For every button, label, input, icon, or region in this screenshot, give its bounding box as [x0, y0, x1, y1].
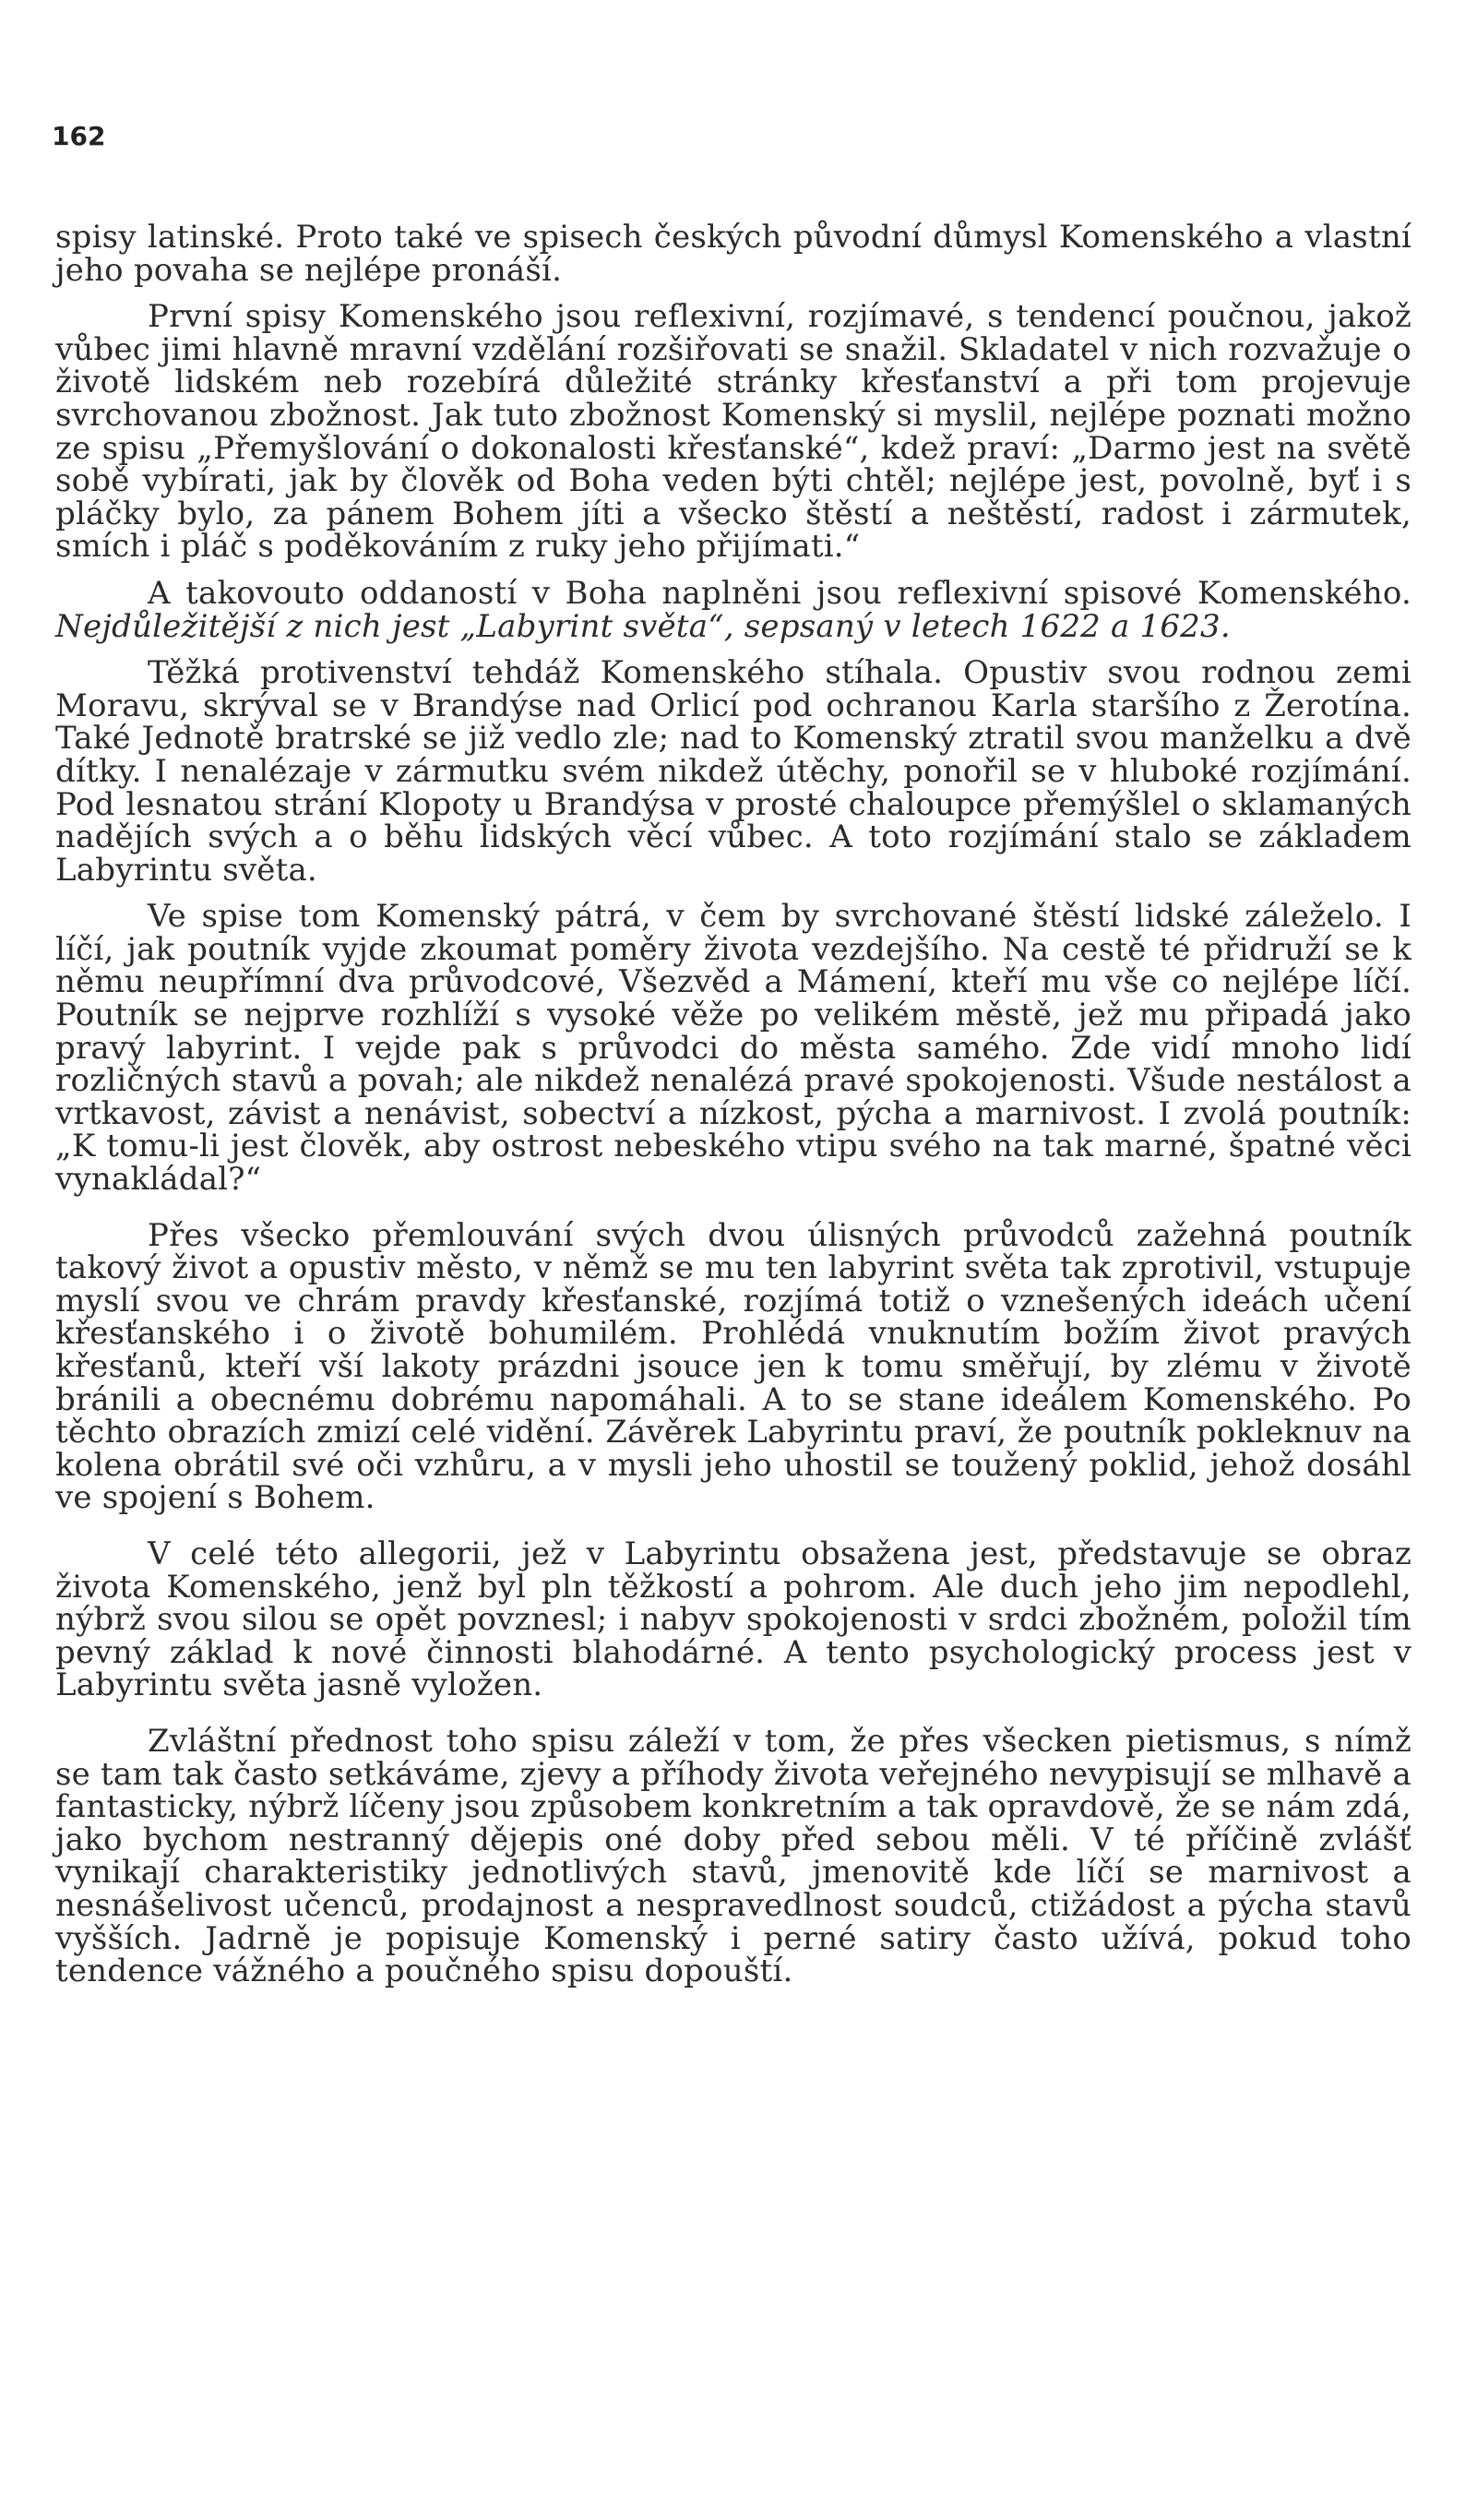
paragraph-allegory: V celé této allegorii, jež v Labyrintu obsažena jest, představuje se obraz života Komenského, jenž byl pln těžkostí a pohrom. Ale duch jeho jim nepodlehl, nýbrž svou silou se opět povznesl; i nabyv spokojenosti v srdci zbožném, položil tím pevný základ k nové činnosti blahodárné. A tento psychologický process jest v Labyrintu světa jasně vyložen.: [55, 1535, 1411, 1704]
paragraph-labyrinth-intro-italic: Nejdůležitější z nich jest „Labyrint světa“, sepsaný v letech 1622 a 1623.: [55, 607, 1231, 645]
paragraph-hardships: Těžká protivenství tehdáž Komenského stíhala. Opustiv svou rodnou zemi Moravu, skrýval se v Brandýse nad Orlicí pod ochranou Karla staršího z Žerotína. Také Jednotě bratrské se již vedlo zle; nad to Komenský ztratil svou manželku a dvě dítky. I nenalézaje v zármutku svém nikdež útěchy, ponořil se v hluboké rozjímání. Pod lesnatou strání Klopoty u Brandýsa v prosté chaloupce přemýšlel o sklamaných nadějích svých a o běhu lidských věcí vůbec. A toto rozjímání stalo se základem Labyrintu světa.: [55, 654, 1411, 889]
paragraph-labyrinth-intro-lead: A takovouto oddaností v Boha naplněni jsou reflexivní spisové Komenského.: [148, 574, 1411, 612]
paragraph-labyrinth-intro: [55, 574, 1411, 645]
paragraph-leaving-city: Přes všecko přemlouvání svých dvou úlisných průvodců zažehná poutník takový život a opustiv město, v němž se mu ten labyrint světa tak zprotivil, vstupuje myslí svou ve chrám pravdy křesťanské, rozjímá totiž o vznešených ideách učení křesťanského i o životě bohumilém. Prohlédá vnuknutím božím život pravých křesťanů, kteří vší lakoty prázdni jsouce jen k tomu směřují, by zlému v životě bránili a obecnému dobrému napomáhali. A to se stane ideálem Komenského. Po těchto obrazích zmizí celé vidění. Závěrek Labyrintu praví, že poutník pokleknuv na kolena obrátil své oči vzhůru, a v mysli jeho uhostil se toužený poklid, jehož dosáhl ve spojení s Bohem.: [55, 1216, 1411, 1517]
paragraph-continued: spisy latinské. Proto také ve spisech českých původní důmysl Komenského a vlastní jeho povaha se nejlépe pronáší.: [55, 219, 1411, 289]
body-text: [55, 221, 1411, 1989]
page-number: 162: [52, 121, 106, 151]
paragraph-special-merit: Zvláštní přednost toho spisu záleží v tom, že přes všecken pietismus, s nímž se tam tak často setkáváme, zjevy a příhody života veřejného nevypisují se mlhavě a fantasticky, nýbrž líčeny jsou způsobem konkretním a tak opravdově, že se nám zdá, jako bychom nestranný dějepis oné doby před sebou měli. V té příčině zvlášť vynikají charakteristiky jednotlivých stavů, jmenovitě kde líčí se marnivost a nesnášelivost učenců, prodajnost a nespravedlnost soudců, ctižádost a pýcha stavů vyšších. Jadrně je popisuje Komenský i perné satiry často užívá, pokud toho tendence vážného a poučného spisu dopouští.: [55, 1722, 1411, 1990]
paragraph-pilgrim: Ve spise tom Komenský pátrá, v čem by svrchované štěstí lidské záleželo. I líčí, jak poutník vyjde zkoumat poměry života vezdejšího. Na cestě té přidruží se k němu neupřímní dva průvodcové, Všezvěd a Mámení, kteří mu vše co nejlépe líčí. Poutník se nejprve rozhlíží s vysoké věže po velikém městě, jež mu připadá jako pravý labyrint. I vejde pak s průvodci do města samého. Zde vidí mnoho lidí rozličných stavů a povah; ale nikdež nenalézá pravé spokojenosti. Všude nestálost a vrtkavost, závist a nenávist, sobectví a nízkost, pýcha a marnivost. I zvolá poutník: „K tomu-li jest člověk, aby ostrost nebeského vtipu svého na tak marné, špatné věci vynakládal?“: [55, 898, 1411, 1199]
paragraph-reflexive-writings: První spisy Komenského jsou reflexivní, rozjímavé, s tendencí poučnou, jakož vůbec jimi hlavně mravní vzdělání rozšiřovati se snažil. Skladatel v nich rozvažuje o životě lidském neb rozebírá důležité stránky křesťanství a při tom projevuje svrchovanou zbožnost. Jak tuto zbožnost Komenský si myslil, nejlépe poznati možno ze spisu „Přemyšlování o dokonalosti křesťanské“, kdež praví: „Darmo jest na světě sobě vybírati, jak by člověk od Boha veden býti chtěl; nejlépe jest, povolně, byť i s pláčky bylo, za pánem Bohem jíti a všecko štěstí a neštěstí, radost i zármutek, smích i pláč s poděkováním z ruky jeho přijímati.“: [55, 298, 1411, 566]
